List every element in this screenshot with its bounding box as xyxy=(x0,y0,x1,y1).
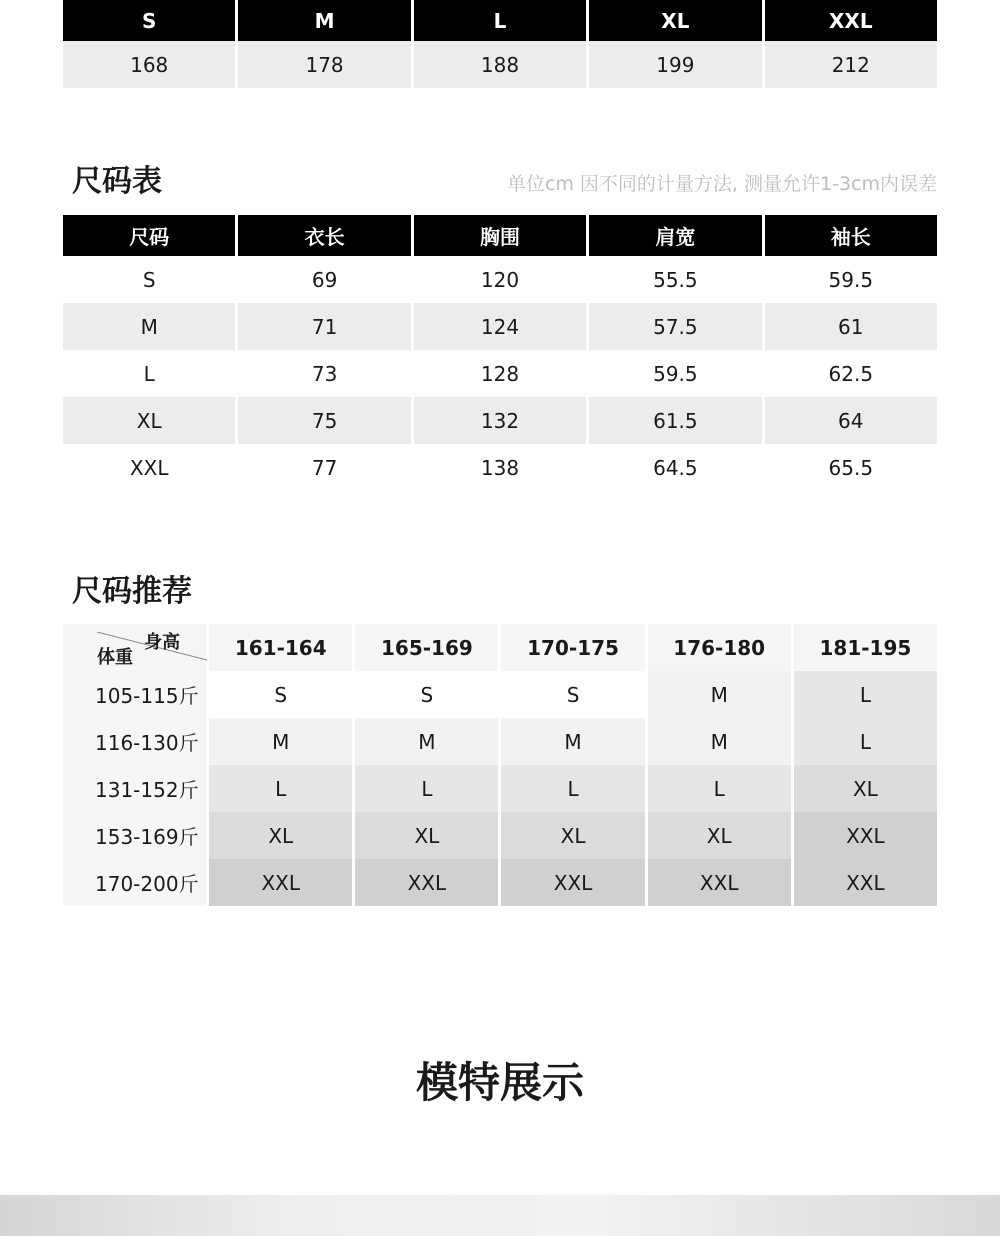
top-header-cell: S xyxy=(63,0,235,41)
recommend-title: 尺码推荐 xyxy=(72,574,192,609)
recommended-size-cell: XL xyxy=(501,812,644,859)
size-chart-header-cell: 肩宽 xyxy=(589,215,761,256)
recommended-size-cell: XXL xyxy=(355,859,498,906)
size-chart-cell: 59.5 xyxy=(653,361,698,386)
size-chart-cell: 75 xyxy=(238,397,410,444)
height-range-cell: 176-180 xyxy=(648,624,791,671)
size-chart-cell: 77 xyxy=(311,455,338,480)
size-chart-header xyxy=(63,215,937,256)
size-chart-cell: 128 xyxy=(480,361,520,386)
recommended-size-cell: L xyxy=(794,671,937,718)
size-chart-row xyxy=(63,256,937,303)
size-chart-cell: 132 xyxy=(414,397,586,444)
height-range-cell: 161-164 xyxy=(209,624,352,671)
top-value-cell: 212 xyxy=(765,41,937,88)
recommend-corner-cell xyxy=(63,624,206,671)
recommended-size-cell: L xyxy=(355,765,498,812)
size-chart-table xyxy=(63,215,937,491)
recommended-size-cell: XL xyxy=(355,812,498,859)
size-chart-cell: M xyxy=(63,303,235,350)
recommended-size-cell: M xyxy=(648,718,791,765)
height-range-cell: 181-195 xyxy=(794,624,937,671)
size-chart-note: 单位cm 因不同的计量方法, 测量允许1-3cm内误差 xyxy=(506,173,937,195)
recommended-size-cell: L xyxy=(794,718,937,765)
recommend-row xyxy=(63,671,937,718)
size-chart-cell: 69 xyxy=(311,267,338,292)
size-chart-cell: 55.5 xyxy=(653,267,698,292)
size-chart-cell: 64 xyxy=(765,397,937,444)
recommended-size-cell: XXL xyxy=(794,859,937,906)
top-header-cell: L xyxy=(414,0,586,41)
size-chart-row xyxy=(63,444,937,491)
top-header-cell: XXL xyxy=(765,0,937,41)
bottom-photo-strip xyxy=(0,1195,1000,1236)
recommended-size-cell: XL xyxy=(209,812,352,859)
top-value-cell: 188 xyxy=(414,41,586,88)
size-chart-cell: 65.5 xyxy=(828,455,874,480)
top-value-cell: 199 xyxy=(589,41,761,88)
recommend-table xyxy=(63,624,937,906)
recommended-size-cell: S xyxy=(501,671,644,718)
recommended-size-cell: S xyxy=(355,671,498,718)
size-chart-cell: 73 xyxy=(311,361,338,386)
top-value-cell: 178 xyxy=(238,41,410,88)
top-table-row xyxy=(63,41,937,88)
top-table-header xyxy=(63,0,937,41)
height-range-cell: 165-169 xyxy=(355,624,498,671)
size-chart-cell: 64.5 xyxy=(653,455,698,480)
recommended-size-cell: XXL xyxy=(209,859,352,906)
top-value-cell: 168 xyxy=(63,41,235,88)
size-chart-cell: 61 xyxy=(765,303,937,350)
weight-range-cell: 116-130斤 xyxy=(63,718,206,765)
size-chart-cell: 138 xyxy=(480,455,520,480)
size-chart-header-cell: 袖长 xyxy=(765,215,937,256)
recommended-size-cell: M xyxy=(209,718,352,765)
size-chart-row xyxy=(63,303,937,350)
size-chart-cell: 71 xyxy=(238,303,410,350)
size-chart-cell: 124 xyxy=(414,303,586,350)
recommended-size-cell: XL xyxy=(794,765,937,812)
size-chart-cell: 61.5 xyxy=(589,397,761,444)
height-range-cell: 170-175 xyxy=(501,624,644,671)
size-chart-cell: S xyxy=(142,267,156,292)
size-chart-header-cell: 尺码 xyxy=(63,215,235,256)
recommended-size-cell: M xyxy=(501,718,644,765)
size-chart-title: 尺码表 xyxy=(72,164,162,199)
size-chart-row xyxy=(63,350,937,397)
recommended-size-cell: L xyxy=(209,765,352,812)
showcase-title: 模特展示 xyxy=(415,1058,584,1107)
size-chart-cell: 62.5 xyxy=(828,361,874,386)
recommended-size-cell: L xyxy=(648,765,791,812)
recommended-size-cell: XXL xyxy=(794,812,937,859)
recommended-size-cell: S xyxy=(209,671,352,718)
corner-height-label: 身高 xyxy=(144,632,181,653)
weight-range-cell: 131-152斤 xyxy=(63,765,206,812)
size-chart-cell: 59.5 xyxy=(828,267,874,292)
recommended-size-cell: XXL xyxy=(501,859,644,906)
top-header-cell: XL xyxy=(589,0,761,41)
size-chart-row xyxy=(63,397,937,444)
top-header-cell: M xyxy=(238,0,410,41)
weight-range-cell: 153-169斤 xyxy=(63,812,206,859)
weight-range-cell: 170-200斤 xyxy=(63,859,206,906)
recommended-size-cell: XL xyxy=(648,812,791,859)
size-chart-cell: L xyxy=(143,361,155,386)
recommend-row xyxy=(63,812,937,859)
recommend-row xyxy=(63,718,937,765)
size-chart-cell: 57.5 xyxy=(589,303,761,350)
recommended-size-cell: XXL xyxy=(648,859,791,906)
recommended-size-cell: M xyxy=(355,718,498,765)
recommend-header-row xyxy=(63,624,937,671)
size-chart-header-cell: 衣长 xyxy=(238,215,410,256)
size-chart-cell: 120 xyxy=(480,267,520,292)
recommend-row xyxy=(63,859,937,906)
corner-weight-label: 体重 xyxy=(97,647,133,668)
size-chart-header-cell: 胸围 xyxy=(414,215,586,256)
recommended-size-cell: L xyxy=(501,765,644,812)
weight-range-cell: 105-115斤 xyxy=(63,671,206,718)
size-chart-cell: XXL xyxy=(129,455,169,480)
size-chart-cell: XL xyxy=(63,397,235,444)
recommended-size-cell: M xyxy=(648,671,791,718)
recommend-row xyxy=(63,765,937,812)
top-size-table xyxy=(63,0,937,88)
